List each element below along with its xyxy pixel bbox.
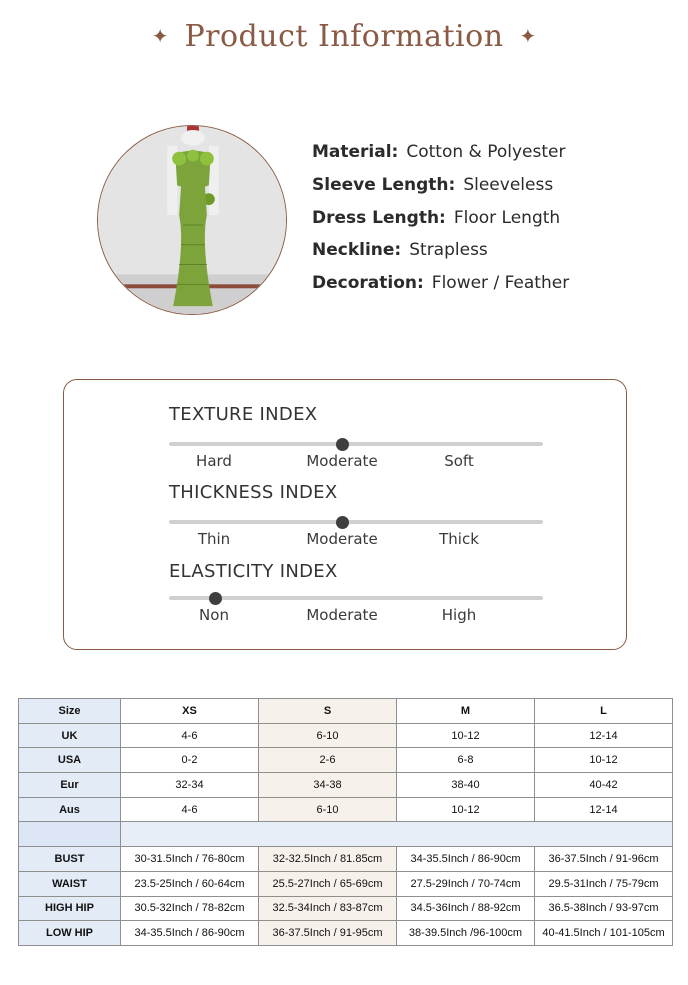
table-cell: 4-6 xyxy=(121,723,259,748)
texture-label-high: Soft xyxy=(444,452,474,470)
table-cell: USA xyxy=(19,748,121,773)
spec-neckline xyxy=(312,234,672,267)
table-cell: 32-32.5Inch / 81.85cm xyxy=(259,847,397,872)
fabric-index-panel xyxy=(63,379,627,650)
table-cell: WAIST xyxy=(19,871,121,896)
spec-label: Sleeve Length: xyxy=(312,175,456,196)
table-cell: 6-10 xyxy=(259,723,397,748)
table-row xyxy=(19,797,673,822)
table-cell: UK xyxy=(19,723,121,748)
table-cell: 0-2 xyxy=(121,748,259,773)
table-cell: 32-34 xyxy=(121,773,259,798)
elasticity-label-mid: Moderate xyxy=(306,606,378,624)
table-spacer-cell xyxy=(19,822,121,847)
table-header-cell: M xyxy=(397,699,535,724)
table-cell: 12-14 xyxy=(535,797,673,822)
table-cell: HIGH HIP xyxy=(19,896,121,921)
table-cell: BUST xyxy=(19,847,121,872)
table-spacer-cell xyxy=(121,822,673,847)
thickness-index-knob xyxy=(336,516,349,529)
table-header-row xyxy=(19,699,673,724)
table-cell: 10-12 xyxy=(397,797,535,822)
table-row xyxy=(19,871,673,896)
table-cell: 36.5-38Inch / 93-97cm xyxy=(535,896,673,921)
sparkle-icon: ✦ xyxy=(151,24,169,48)
spec-value: Floor Length xyxy=(453,207,561,228)
table-header-cell: Size xyxy=(19,699,121,724)
product-specs xyxy=(312,136,672,299)
spec-dress-length xyxy=(312,201,672,234)
spec-value: Sleeveless xyxy=(463,175,554,196)
thickness-label-high: Thick xyxy=(439,530,479,548)
table-spacer-row xyxy=(19,822,673,847)
table-cell: 12-14 xyxy=(535,723,673,748)
thickness-index-title: THICKNESS INDEX xyxy=(169,482,338,503)
table-cell: 38-40 xyxy=(397,773,535,798)
table-cell: 10-12 xyxy=(535,748,673,773)
table-row xyxy=(19,921,673,946)
texture-index-knob xyxy=(336,438,349,451)
elasticity-index-title: ELASTICITY INDEX xyxy=(169,561,338,582)
table-cell: 10-12 xyxy=(397,723,535,748)
thickness-index-track xyxy=(169,520,543,524)
table-cell: Eur xyxy=(19,773,121,798)
table-cell: 34-35.5Inch / 86-90cm xyxy=(121,921,259,946)
table-cell: 34-38 xyxy=(259,773,397,798)
spec-label: Dress Length: xyxy=(312,207,446,228)
table-cell: Aus xyxy=(19,797,121,822)
spec-label: Material: xyxy=(312,142,399,163)
page-title: Product Information xyxy=(184,18,504,54)
spec-material xyxy=(312,136,672,169)
table-cell: LOW HIP xyxy=(19,921,121,946)
spec-label: Decoration: xyxy=(312,273,424,294)
spec-value: Strapless xyxy=(409,240,488,261)
table-row xyxy=(19,748,673,773)
table-cell: 2-6 xyxy=(259,748,397,773)
spec-value: Cotton & Polyester xyxy=(406,142,566,163)
table-cell: 23.5-25Inch / 60-64cm xyxy=(121,871,259,896)
spec-label: Neckline: xyxy=(312,240,402,261)
sparkle-icon: ✦ xyxy=(519,24,537,48)
table-cell: 6-8 xyxy=(397,748,535,773)
thickness-label-low: Thin xyxy=(197,530,231,548)
table-cell: 34.5-36Inch / 88-92cm xyxy=(397,896,535,921)
table-header-cell: S xyxy=(259,699,397,724)
table-cell: 30-31.5Inch / 76-80cm xyxy=(121,847,259,872)
size-chart-table xyxy=(18,698,673,946)
table-cell: 32.5-34Inch / 83-87cm xyxy=(259,896,397,921)
table-row xyxy=(19,723,673,748)
texture-label-low: Hard xyxy=(196,452,232,470)
spec-decoration xyxy=(312,267,672,300)
texture-label-mid: Moderate xyxy=(306,452,378,470)
table-cell: 36-37.5Inch / 91-96cm xyxy=(535,847,673,872)
elasticity-label-low: Non xyxy=(199,606,229,624)
table-row xyxy=(19,847,673,872)
table-row xyxy=(19,773,673,798)
spec-sleeve-length xyxy=(312,169,672,202)
table-cell: 25.5-27Inch / 65-69cm xyxy=(259,871,397,896)
table-cell: 36-37.5Inch / 91-95cm xyxy=(259,921,397,946)
texture-index-title: TEXTURE INDEX xyxy=(169,404,318,425)
page-header xyxy=(0,14,688,58)
table-cell: 6-10 xyxy=(259,797,397,822)
table-row xyxy=(19,896,673,921)
table-cell: 40-42 xyxy=(535,773,673,798)
table-cell: 40-41.5Inch / 101-105cm xyxy=(535,921,673,946)
thickness-label-mid: Moderate xyxy=(306,530,378,548)
table-cell: 4-6 xyxy=(121,797,259,822)
table-header-cell: L xyxy=(535,699,673,724)
elasticity-index-track xyxy=(169,596,543,600)
texture-index-track xyxy=(169,442,543,446)
table-cell: 34-35.5Inch / 86-90cm xyxy=(397,847,535,872)
table-cell: 29.5-31Inch / 75-79cm xyxy=(535,871,673,896)
elasticity-label-high: High xyxy=(441,606,477,624)
table-cell: 30.5-32Inch / 78-82cm xyxy=(121,896,259,921)
product-photo xyxy=(97,125,287,315)
spec-value: Flower / Feather xyxy=(431,273,570,294)
table-header-cell: XS xyxy=(121,699,259,724)
table-cell: 27.5-29Inch / 70-74cm xyxy=(397,871,535,896)
elasticity-index-knob xyxy=(209,592,222,605)
table-cell: 38-39.5Inch /96-100cm xyxy=(397,921,535,946)
